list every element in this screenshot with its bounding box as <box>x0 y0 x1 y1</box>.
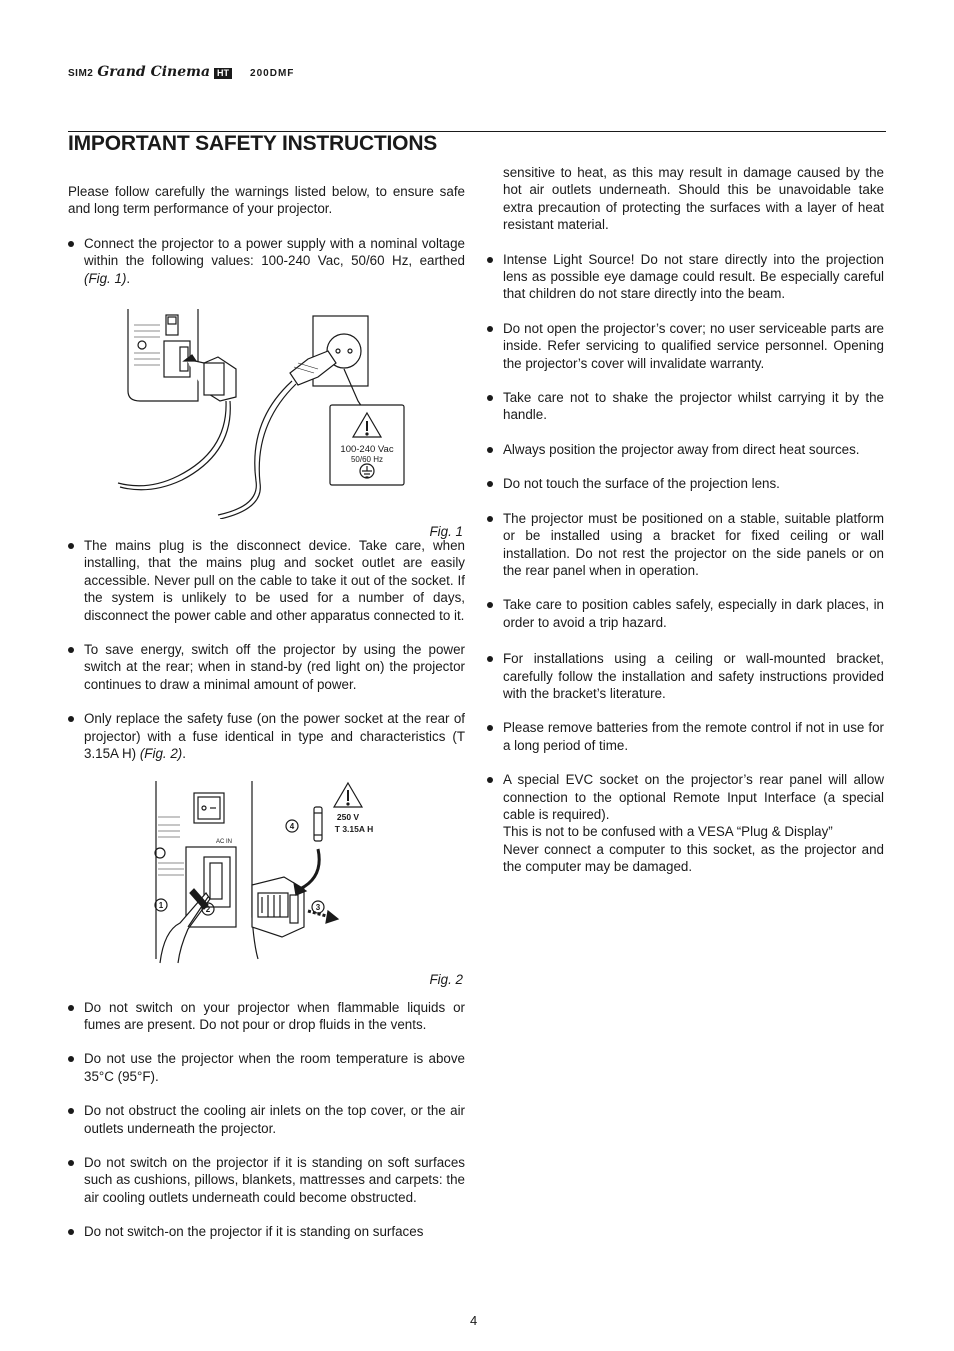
bullet-lens: Do not touch the surface of the projection lens. <box>487 475 884 492</box>
left-column <box>68 183 465 1241</box>
bullet-soft-surfaces: Do not switch on the projector if it is standing on soft surfaces such as cushions, pillows, blankets, mattresses and carpets: the air cooling outlets underneath could become obstructed. <box>68 1154 465 1206</box>
brand-ht: HT <box>214 68 232 79</box>
evc-text-1: A special EVC socket on the projector’s rear panel will allow connection to the optional Remote Input Interface (a special cable is required). <box>503 772 884 822</box>
header-brand <box>68 64 294 86</box>
bullet-light-source: Intense Light Source! Do not stare directly into the projection lens as possible eye damage could result. Be especially careful that children do not stare directly into the beam. <box>487 251 884 303</box>
bullet-room-temperature: Do not use the projector when the room temperature is above 35°C (95°F). <box>68 1050 465 1085</box>
bullet-power-supply: Connect the projector to a power supply with a nominal voltage within the following values: 100-240 Vac, 50/60 Hz, earthed (Fig. 1). <box>68 235 465 287</box>
fig2-reference: (Fig. 2) <box>139 746 183 762</box>
fig2-caption: Fig. 2 <box>429 971 463 987</box>
bullet-heat-sensitive: Do not switch-on the projector if it is standing on surfaces <box>68 1223 465 1240</box>
bullet-bracket: For installations using a ceiling or wall-mounted bracket, carefully follow the installation and safety instructions provided with the bracket’s literature. <box>487 650 884 702</box>
bullet-save-energy: To save energy, switch off the projector by using the power switch at the rear; when in stand-by (red light on) the projector continues to draw a minimal amount of power. <box>68 641 465 693</box>
evc-text-3: Never connect a computer to this socket, as the projector and the computer may be damaged. <box>503 841 884 875</box>
fig2-step-2: 2 <box>205 904 211 914</box>
continued-paragraph: sensitive to heat, as this may result in damage caused by the hot air outlets underneath. Should this be unavoidable take extra precaution of protecting the surfaces with a layer of heat resistant material. <box>503 165 884 233</box>
bullet-safety-fuse: Only replace the safety fuse (on the power socket at the rear of projector) with a fuse identical in type and characteristics (T 3.15A H) (Fig. 2). <box>68 710 465 762</box>
fig2-voltage: 250 V <box>336 811 360 822</box>
page-title: IMPORTANT SAFETY INSTRUCTIONS <box>68 132 438 155</box>
right-column <box>487 164 884 876</box>
fig1-frequency: 50/60 Hz <box>350 455 384 465</box>
bullet-mains-plug: The mains plug is the disconnect device. Take care, when installing, that the mains plug and socket outlet are easily accessible. Never pull on the cable to take it out of the socket. If the system is unlikely to be used for a number of days, disconnect the power cable and other apparatus connected to it. <box>68 537 465 624</box>
bullet-flammable: Do not switch on your projector when flammable liquids or fumes are present. Do not pour or drop fluids in the vents. <box>68 999 465 1034</box>
figure-1 <box>68 301 465 540</box>
fig1-caption: Fig. 1 <box>429 524 463 540</box>
model-name: 200DMF <box>250 68 295 79</box>
fig2-illustration <box>68 777 465 967</box>
fig1-reference: (Fig. 1) <box>84 270 127 286</box>
figure-2 <box>68 777 465 987</box>
fig2-rating: T 3.15A H <box>334 823 374 834</box>
bullet-cables: Take care to position cables safely, especially in dark places, in order to avoid a trip hazard. <box>487 596 884 631</box>
bullet-platform: The projector must be positioned on a stable, suitable platform or be installed using a bracket for fixed ceiling or wall installation. Do not rest the projector on the side panels or on the rear panel when in operation. <box>487 510 884 580</box>
bullet-batteries: Please remove batteries from the remote control if not in use for a long period of time. <box>487 719 884 754</box>
fig2-ac-in-label: AC IN <box>216 838 233 845</box>
brand-sim2: SIM2 <box>68 68 94 79</box>
bullet-evc-socket <box>487 771 884 875</box>
intro-paragraph: Please follow carefully the warnings listed below, to ensure safe and long term performance of your projector. <box>68 184 465 217</box>
fig2-step-4: 4 <box>289 821 295 831</box>
bullet-heat-sources: Always position the projector away from direct heat sources. <box>487 441 884 458</box>
bullet-cover: Do not open the projector’s cover; no user serviceable parts are inside. Refer servicing to qualified service personnel. Opening the projector’s cover will invalidate warranty. <box>487 320 884 372</box>
fig2-step-1: 1 <box>158 900 164 910</box>
fig1-voltage: 100-240 Vac <box>340 444 394 456</box>
brand-grand-cinema: Grand Cinema <box>97 64 211 80</box>
bullet-cooling-inlets: Do not obstruct the cooling air inlets on the top cover, or the air outlets underneath the projector. <box>68 1102 465 1137</box>
fig2-step-3: 3 <box>315 902 321 912</box>
fig1-illustration <box>68 301 465 519</box>
bullet-shake: Take care not to shake the projector whilst carrying it by the handle. <box>487 389 884 424</box>
page-number: 4 <box>470 1313 478 1328</box>
evc-text-2: This is not to be confused with a VESA “Plug & Display” <box>503 824 833 840</box>
